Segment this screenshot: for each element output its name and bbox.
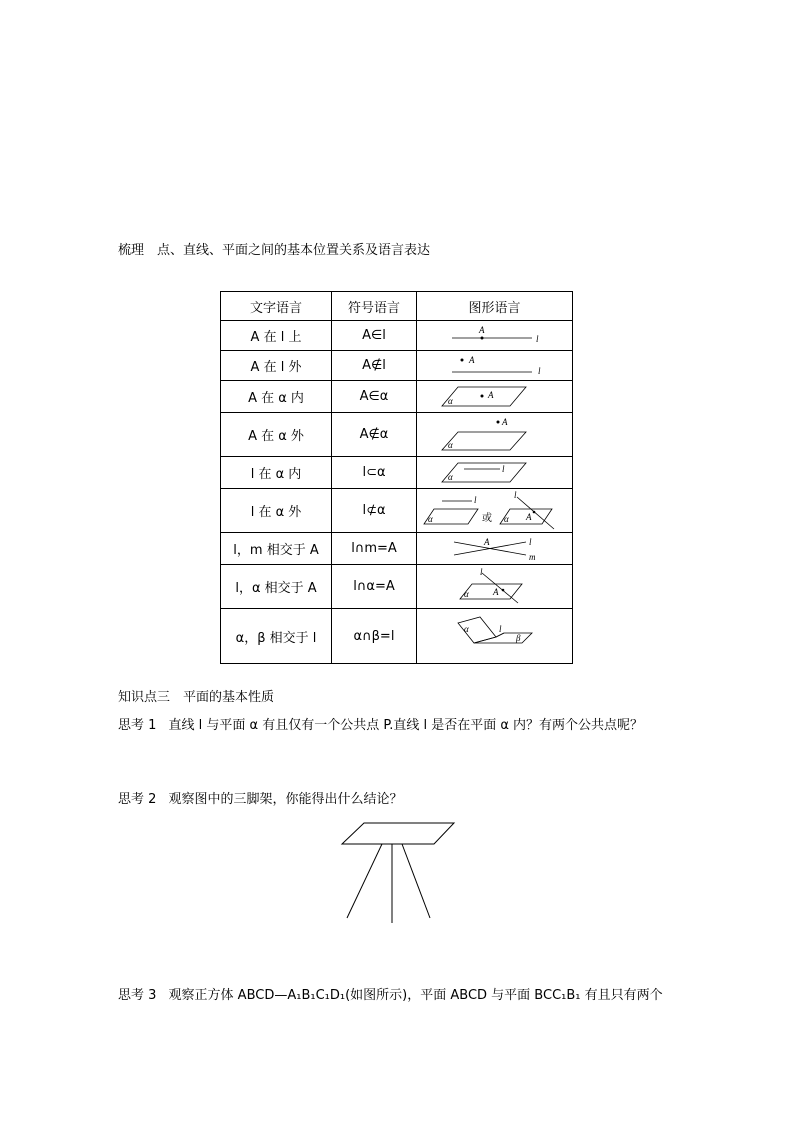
table-row xyxy=(221,489,573,533)
point-on-line-figure xyxy=(440,323,550,349)
svg-text:A: A xyxy=(487,389,493,400)
question-2 xyxy=(118,792,403,808)
row-text: A 在 α 内 xyxy=(221,381,332,413)
row-figure-cell xyxy=(417,565,573,609)
table-row xyxy=(221,351,573,381)
line-in-plane-figure xyxy=(440,459,550,487)
svg-text:α: α xyxy=(447,395,453,406)
svg-text:α: α xyxy=(463,624,469,634)
row-symbol: l∩m=A xyxy=(332,533,417,565)
svg-text:l: l xyxy=(535,333,539,344)
position-relations-table xyxy=(220,291,573,664)
point-off-line-figure xyxy=(440,353,550,379)
tripod-figure xyxy=(330,818,460,928)
row-text: A 在 l 上 xyxy=(221,321,332,351)
header-symbol-language: 符号语言 xyxy=(332,292,417,321)
table-row xyxy=(221,413,573,457)
svg-text:A: A xyxy=(525,511,531,522)
row-text: A 在 α 外 xyxy=(221,413,332,457)
row-symbol: α∩β=l xyxy=(332,609,417,664)
svg-text:l: l xyxy=(501,463,505,474)
svg-text:l: l xyxy=(473,494,477,505)
table-row xyxy=(221,457,573,489)
knowledge-point-title: 知识点三 平面的基本性质 xyxy=(118,690,275,705)
point-in-plane-figure xyxy=(440,383,550,411)
row-text: A 在 l 外 xyxy=(221,351,332,381)
row-figure-cell xyxy=(417,321,573,351)
svg-text:α: α xyxy=(447,439,453,450)
row-symbol: l⊂α xyxy=(332,457,417,489)
question-label: 思考 1 xyxy=(118,718,157,733)
question-text: 直线 l 与平面 α 有且仅有一个公共点 P.直线 l 是否在平面 α 内？有两个公共点呢？ xyxy=(168,718,644,733)
row-text: l 在 α 内 xyxy=(221,457,332,489)
question-text: 观察图中的三脚架，你能得出什么结论？ xyxy=(168,792,403,807)
svg-text:A: A xyxy=(501,416,507,427)
planes-intersect-figure xyxy=(440,611,550,661)
row-symbol: A∈α xyxy=(332,381,417,413)
row-symbol: A∉l xyxy=(332,351,417,381)
row-figure-cell xyxy=(417,413,573,457)
section-heading: 梳理 点、直线、平面之间的基本位置关系及语言表达 xyxy=(118,243,431,258)
row-symbol: A∉α xyxy=(332,413,417,457)
question-label: 思考 3 xyxy=(118,988,157,1003)
question-text: 观察正方体 ABCD—A₁B₁C₁D₁(如图所示)，平面 ABCD 与平面 BCC₁B₁ 有且只有两个 xyxy=(168,988,663,1003)
row-text: l 在 α 外 xyxy=(221,489,332,533)
svg-text:A: A xyxy=(478,324,484,335)
svg-text:l: l xyxy=(537,365,541,376)
svg-text:l: l xyxy=(513,490,517,500)
table-row xyxy=(221,565,573,609)
lines-intersect-figure xyxy=(440,535,550,563)
row-symbol: l∩α=A xyxy=(332,565,417,609)
svg-text:A: A xyxy=(483,536,489,547)
row-figure-cell xyxy=(417,533,573,565)
question-1 xyxy=(118,718,643,734)
row-figure-cell xyxy=(417,457,573,489)
svg-text:α: α xyxy=(447,471,453,482)
header-text-language: 文字语言 xyxy=(221,292,332,321)
header-figure-language: 图形语言 xyxy=(417,292,573,321)
line-plane-intersect-figure xyxy=(440,567,550,607)
svg-text:A: A xyxy=(468,354,474,365)
table-header-row xyxy=(221,292,573,321)
question-3 xyxy=(118,988,663,1004)
svg-text:α: α xyxy=(463,588,469,599)
question-label: 思考 2 xyxy=(118,792,157,807)
row-symbol: A∈l xyxy=(332,321,417,351)
row-figure-cell xyxy=(417,381,573,413)
svg-text:m: m xyxy=(528,551,535,562)
table-row xyxy=(221,321,573,351)
row-symbol: l⊄α xyxy=(332,489,417,533)
row-figure-cell xyxy=(417,489,573,533)
svg-text:α: α xyxy=(503,513,509,524)
row-text: l，α 相交于 A xyxy=(221,565,332,609)
svg-text:l: l xyxy=(498,624,502,634)
svg-text:或: 或 xyxy=(481,512,492,524)
svg-text:β: β xyxy=(515,633,520,643)
svg-text:α: α xyxy=(427,513,433,524)
row-figure-cell xyxy=(417,351,573,381)
table-row xyxy=(221,533,573,565)
svg-text:l: l xyxy=(528,536,532,547)
table-row xyxy=(221,609,573,664)
row-figure-cell xyxy=(417,609,573,664)
row-text: α，β 相交于 l xyxy=(221,609,332,664)
table-row xyxy=(221,381,573,413)
svg-text:l: l xyxy=(479,566,483,577)
point-off-plane-figure xyxy=(440,415,550,455)
line-off-plane-figure xyxy=(420,491,570,531)
row-text: l，m 相交于 A xyxy=(221,533,332,565)
svg-text:A: A xyxy=(492,586,498,597)
